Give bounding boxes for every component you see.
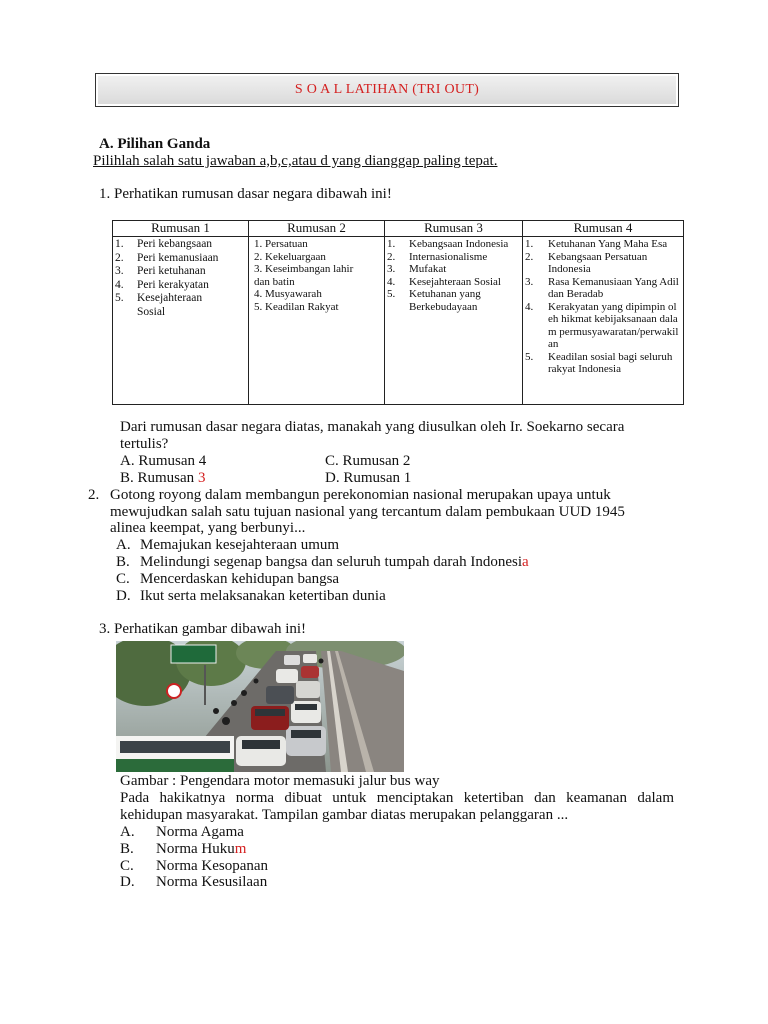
- q2-option-d: D. Ikut serta melaksanakan ketertiban dunia: [116, 588, 386, 604]
- list-item: 4. Kesejahteraan Sosial: [387, 275, 501, 288]
- q1-text: 1. Perhatikan rumusan dasar negara dibawah ini!: [99, 186, 392, 202]
- list-item: 1. Persatuan: [254, 238, 308, 250]
- rumusan-header-3: Rumusan 3: [385, 221, 523, 237]
- traffic-photo: [116, 641, 404, 772]
- rumusan-table-header: [113, 221, 684, 237]
- q3-option-d: D. Norma Kesusilaan: [120, 874, 268, 890]
- list-item: 3. Peri ketuhanan: [115, 265, 206, 277]
- list-item: 5. Ketuhanan yang Berkebudayaan: [387, 288, 481, 313]
- q3-question: Pada hakikatnya norma dibuat untuk menciptakan ketertiban dan keamanan dalam kehidupan masyarakat. Tampilan gambar diatas merupakan pelanggaran ...: [120, 790, 674, 823]
- list-item: 3. Mufakat: [387, 263, 447, 275]
- rumusan-header-4: Rumusan 4: [523, 221, 684, 237]
- q2-text: Gotong royong dalam membangun perekonomian nasional merupakan upaya untuk mewujudkan salah satu tujuan nasional yang tercantum dalam pembukaan UUD 1945 alinea keempat, yang berbunyi...: [110, 487, 625, 537]
- list-item: 2. Kekeluargaan: [254, 250, 326, 263]
- q1-option-c: C. Rumusan 2: [325, 453, 411, 469]
- list-item: 4. Kerakyatan yang dipimpin oleh hikmat kebijaksanaan dalam permusyawaratan/perwakilan: [525, 300, 679, 350]
- rumusan-3-cell: [385, 237, 523, 405]
- list-item: 5. Kesejahteraan Sosial: [115, 292, 203, 318]
- q3-text: 3. Perhatikan gambar dibawah ini!: [99, 621, 307, 637]
- q3-caption: Gambar : Pengendara motor memasuki jalur bus way: [120, 773, 440, 789]
- rumusan-table: [112, 220, 684, 405]
- answer-mark: a: [522, 554, 529, 570]
- list-item: 4. Musyawarah: [254, 288, 322, 300]
- rumusan-header-1: Rumusan 1: [113, 221, 249, 237]
- q3-option-b: B. Norma Hukum: [120, 841, 247, 857]
- q2-number: 2.: [88, 487, 100, 503]
- list-item: 5. Keadilan sosial bagi seluruh rakyat Indonesia: [525, 350, 673, 375]
- rumusan-2-cell: [249, 237, 385, 405]
- q3-option-a: A. Norma Agama: [120, 824, 244, 840]
- q1-option-d: D. Rumusan 1: [325, 470, 412, 486]
- list-item: 1. Kebangsaan Indonesia: [387, 238, 509, 250]
- list-item: 3. Keseimbangan lahir dan batin: [254, 263, 354, 288]
- list-item: 2. Peri kemanusiaan: [115, 251, 219, 264]
- rumusan-1-cell: [113, 237, 249, 405]
- page-title: S O A L LATIHAN (TRI OUT): [294, 82, 480, 97]
- q1-question: Dari rumusan dasar negara diatas, manakah yang diusulkan oleh Ir. Soekarno secara tertulis?: [120, 419, 625, 452]
- list-item: 1. Peri kebangsaan: [115, 238, 213, 250]
- q1-option-a: A. Rumusan 4: [120, 453, 207, 469]
- title-box: [95, 73, 679, 107]
- rumusan-table-row: [113, 237, 684, 405]
- list-item: 2. Kebangsaan Persatuan Indonesia: [525, 250, 648, 275]
- list-item: 1. Ketuhanan Yang Maha Esa: [525, 238, 668, 250]
- q2-option-b: B. Melindungi segenap bangsa dan seluruh tumpah darah Indonesia: [116, 554, 529, 570]
- instruction-text: Pilihlah salah satu jawaban a,b,c,atau d yang dianggap paling tepat.: [93, 153, 498, 169]
- rumusan-4-cell: [523, 237, 684, 405]
- q3-option-c: C. Norma Kesopanan: [120, 858, 269, 874]
- rumusan-header-2: Rumusan 2: [249, 221, 385, 237]
- q2-option-c: C. Mencerdaskan kehidupan bangsa: [116, 571, 340, 587]
- list-item: 2. Internasionalisme: [387, 250, 488, 263]
- list-item: 4. Peri kerakyatan: [115, 278, 209, 291]
- answer-mark: 3: [197, 470, 206, 486]
- list-item: 5. Keadilan Rakyat: [254, 300, 339, 313]
- q1-option-b: B. Rumusan 3: [120, 470, 206, 486]
- traffic-photo-illustration: [116, 641, 404, 772]
- answer-mark: m: [234, 841, 247, 857]
- list-item: 3. Rasa Kemanusiaan Yang Adil dan Beradab: [525, 275, 679, 300]
- q2-option-a: A. Memajukan kesejahteraan umum: [116, 537, 340, 553]
- section-heading: A. Pilihan Ganda: [99, 136, 211, 152]
